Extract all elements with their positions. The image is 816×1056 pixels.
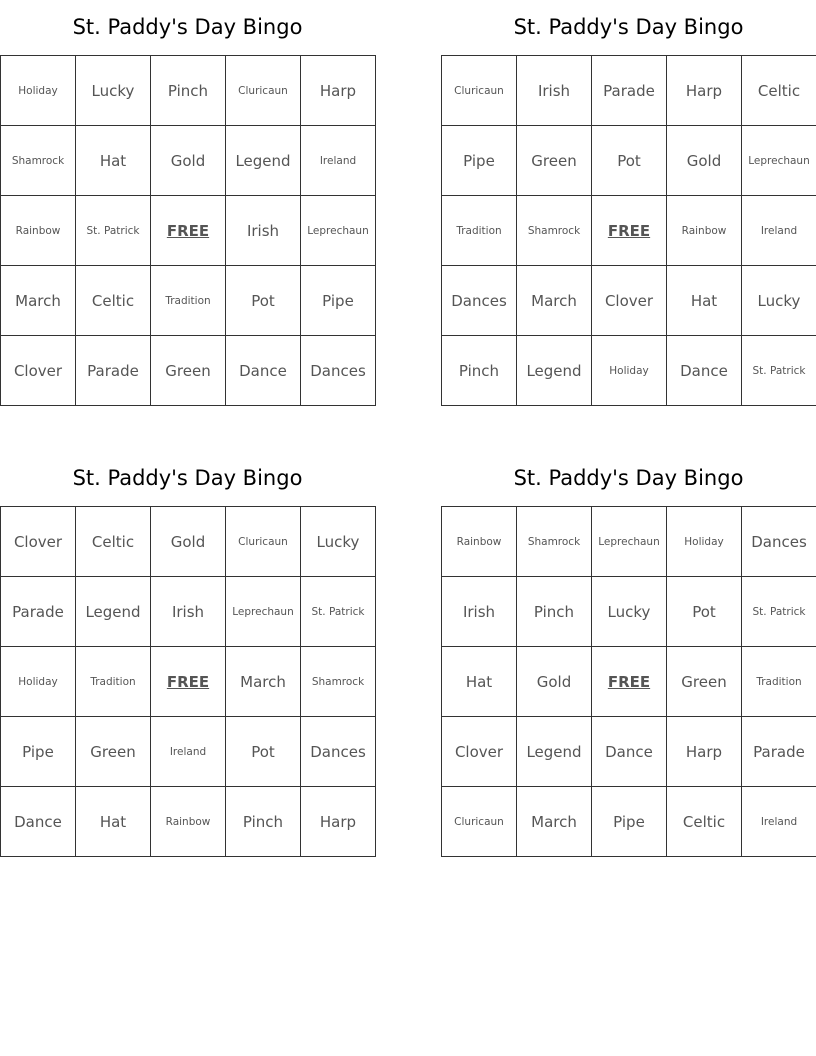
bingo-cell: Legend [517,336,592,406]
bingo-cell: Pot [667,577,742,647]
grid-row [442,647,816,717]
bingo-cell: Dances [301,336,376,406]
grid-row [442,717,816,787]
bingo-cell: Dances [301,717,376,787]
bingo-cell: Irish [442,577,517,647]
card-title: St. Paddy's Day Bingo [72,15,303,39]
bingo-grid [0,506,376,857]
bingo-cell: Parade [742,717,816,787]
bingo-cell: St. Patrick [301,577,376,647]
bingo-cell: Lucky [301,507,376,577]
card-title: St. Paddy's Day Bingo [513,466,744,490]
bingo-cell: Gold [667,126,742,196]
bingo-cell: March [226,647,301,717]
grid-row [1,577,376,647]
bingo-cell: Parade [1,577,76,647]
card-title: St. Paddy's Day Bingo [72,466,303,490]
card-title: St. Paddy's Day Bingo [513,15,744,39]
bingo-cell: Parade [76,336,151,406]
grid-row [442,336,816,406]
bingo-cell: Cluricaun [226,507,301,577]
bingo-card-3 [0,451,375,857]
grid-row [1,266,376,336]
bingo-cell: Irish [226,196,301,266]
bingo-cell: Leprechaun [742,126,816,196]
bingo-cell: Irish [151,577,226,647]
bingo-cell: Celtic [742,56,816,126]
bingo-cell: Shamrock [517,196,592,266]
bingo-cell: Cluricaun [442,56,517,126]
bingo-cell: Harp [667,56,742,126]
bingo-cell: Tradition [76,647,151,717]
bingo-cell: Pot [226,266,301,336]
bingo-cell: Dance [226,336,301,406]
bingo-cell: Tradition [442,196,517,266]
grid-row [1,507,376,577]
bingo-cell: Irish [517,56,592,126]
free-space-cell: FREE [151,647,226,717]
bingo-cell: Hat [76,126,151,196]
bingo-cell: Shamrock [1,126,76,196]
bingo-cell: St. Patrick [76,196,151,266]
bingo-cell: Clover [592,266,667,336]
bingo-cell: Hat [667,266,742,336]
bingo-cell: Celtic [667,787,742,857]
bingo-cell: Clover [442,717,517,787]
bingo-cell: Pot [226,717,301,787]
grid-row [1,56,376,126]
bingo-cell: Clover [1,507,76,577]
grid-row [442,507,816,577]
bingo-cell: Pinch [517,577,592,647]
bingo-cell: Holiday [592,336,667,406]
bingo-cell: Dance [667,336,742,406]
bingo-cell: Harp [301,56,376,126]
bingo-cell: Pipe [1,717,76,787]
bingo-cell: Lucky [592,577,667,647]
bingo-cell: Green [151,336,226,406]
bingo-card-1 [0,0,375,406]
bingo-cell: Rainbow [151,787,226,857]
bingo-cell: Cluricaun [226,56,301,126]
bingo-grid [441,55,816,406]
bingo-cell: March [517,266,592,336]
free-space-cell: FREE [151,196,226,266]
bingo-cell: St. Patrick [742,336,816,406]
bingo-cell: Shamrock [517,507,592,577]
bingo-cell: Lucky [742,266,816,336]
grid-row [1,196,376,266]
bingo-cell: Leprechaun [592,507,667,577]
bingo-cell: Green [76,717,151,787]
grid-row [1,126,376,196]
bingo-cell: Gold [151,126,226,196]
grid-row [442,56,816,126]
bingo-cell: Clover [1,336,76,406]
bingo-cell: Ireland [301,126,376,196]
free-space-cell: FREE [592,647,667,717]
bingo-cell: Hat [76,787,151,857]
bingo-cell: Leprechaun [226,577,301,647]
grid-row [442,266,816,336]
grid-row [442,196,816,266]
bingo-cell: Pipe [301,266,376,336]
bingo-cell: Dance [592,717,667,787]
bingo-cell: Holiday [667,507,742,577]
grid-row [1,717,376,787]
bingo-cell: March [517,787,592,857]
grid-row [442,787,816,857]
bingo-cell: Pinch [151,56,226,126]
bingo-cell: Rainbow [1,196,76,266]
bingo-cell: Rainbow [667,196,742,266]
bingo-cell: Harp [667,717,742,787]
bingo-cell: Pot [592,126,667,196]
bingo-cell: St. Patrick [742,577,816,647]
bingo-cell: Green [667,647,742,717]
bingo-grid [0,55,376,406]
bingo-cell: Leprechaun [301,196,376,266]
bingo-cell: Parade [592,56,667,126]
grid-row [1,336,376,406]
grid-row [442,126,816,196]
bingo-cell: Celtic [76,266,151,336]
bingo-cell: Lucky [76,56,151,126]
bingo-cell: Cluricaun [442,787,517,857]
bingo-cell: Green [517,126,592,196]
bingo-card-4 [441,451,816,857]
bingo-cell: Pinch [226,787,301,857]
bingo-cell: March [1,266,76,336]
grid-row [442,577,816,647]
bingo-cell: Tradition [151,266,226,336]
bingo-cell: Ireland [151,717,226,787]
bingo-cell: Ireland [742,787,816,857]
free-space-cell: FREE [592,196,667,266]
bingo-cell: Shamrock [301,647,376,717]
bingo-cell: Gold [151,507,226,577]
bingo-cell: Gold [517,647,592,717]
bingo-cell: Tradition [742,647,816,717]
bingo-cell: Pipe [442,126,517,196]
bingo-cell: Hat [442,647,517,717]
bingo-cell: Holiday [1,647,76,717]
bingo-cell: Pipe [592,787,667,857]
bingo-cell: Legend [517,717,592,787]
bingo-cell: Dances [742,507,816,577]
bingo-cell: Celtic [76,507,151,577]
grid-row [1,647,376,717]
bingo-cell: Legend [226,126,301,196]
bingo-cell: Pinch [442,336,517,406]
bingo-cell: Holiday [1,56,76,126]
bingo-cell: Dance [1,787,76,857]
bingo-cell: Dances [442,266,517,336]
bingo-cell: Legend [76,577,151,647]
bingo-card-2 [441,0,816,406]
grid-row [1,787,376,857]
bingo-cell: Rainbow [442,507,517,577]
bingo-cell: Harp [301,787,376,857]
bingo-grid [441,506,816,857]
bingo-cell: Ireland [742,196,816,266]
